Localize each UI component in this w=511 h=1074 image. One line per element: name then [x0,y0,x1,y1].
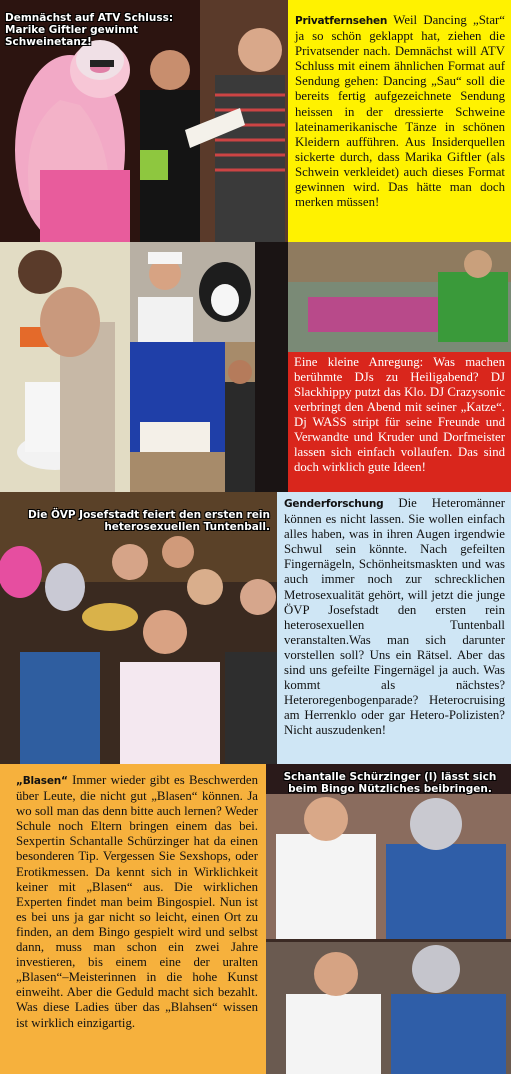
photo-dj-mascot [130,242,255,342]
toilet-illustration [0,242,130,492]
photo-dj-toilet [0,242,130,492]
article-body: Immer wieder gibt es Beschwerden über Leute, die nicht gut „Blasen“ können. Ja wo soll man das denn bitte auch lernen? Weder Schule noch Eltern bringen einem das bei. Sexpertin Schantalle Schürzinger hat da einen besonderen Tip. Vergessen Sie Sexshops, oder Erotikmessen. Da kennt sich in Wirklichkeit keiner mit „Blasen“ aus. Die wirklichen Experten findet man beim Bingospiel. Nun ist es bei uns ja gar nicht so leicht, einen Ort zu finden, an dem Bingo gespielt wird und selbst dann, muss man schon ein zwei Jahre investieren, bis einem eine der uralten „Blasen“–Meisterinnen in die hohe Kunst einweiht. Aber die Geduld macht sich bezahlt. Was diese Ladies über das „Blahsen“ wissen ist wirklich einzigartig. [16,773,258,1030]
bingo-illustration [266,764,511,1074]
article-body: Weil Dancing „Star“ ja so schön geklappt hat, ziehen die Privatsender nach. Demnächst will ATV Schluss mit einem ähnlichen Format auf Sendung gehen: Dancing „Sau“ soll die bereits fertig aufgezeichnete Sendung heissen in der dressierte Schweine lateinamerikanische Tänze in schönen Kleidern aufführen. Aus Insiderquellen sickerte durch, dass Marika Giftler (als Schwein verkleidet) auch dieses Format gewinnen wird. Das hätte man doch merken müssen! [295,13,505,210]
article-body: Eine kleine Anregung: Was machen berühmte DJs zu Heiligabend? DJ Slackhippy putzt das Klo. DJ Crazysonic verbringt den Abend mit seiner „Katze“. Dj WASS stript für seine Freunde und Verwandte und Kruder und Dorfmeister lassen sich einfach vollaufen. Das sind doch wirklich gute Ideen! [294,355,505,474]
article-blasen [0,764,266,1074]
couch-illustration [288,242,511,352]
photo-tuntenball [0,492,277,764]
photo-dj-strip [130,342,255,492]
photo-caption: Schantalle Schürzinger (l) lässt sich beim Bingo Nützliches beibringen. [283,771,497,795]
photo-dj-couch [288,242,511,352]
photo-bingo [266,764,511,1074]
article-body: Die Heteromänner können es nicht lassen. Sie wollen einfach alles haben, was in ihren Augen irgendwie Schwul sein könnte. Nach gefeilten Fingernägeln, Schönheitsmaskten und was auch immer noch zur schrecklichen Metrosexualität gehört, will jetzt die junge ÖVP Josefstadt den ersten rein heterosexuellen Tuntenball veranstalten.Was man sich darunter vorstellen soll? Uns ein Rätsel. Aber das sind uns gefeilte Fingernägel ja auch. Was kommt als nächstes? Heteroregenbogenparade? Heterocruising am Herrenklo oder gar Hetero-Polizisten? Nicht auszudenken! [284,496,505,738]
mascot-illustration [130,242,255,342]
photo-caption: Demnächst auf ATV Schluss: Marike Giftler gewinnt Schweinetanz! [5,12,174,48]
kicker: Privatfernsehen [295,15,388,27]
kicker: „Blasen“ [16,775,68,787]
photo-caption: Die ÖVP Josefstadt feiert den ersten rein heterosexuellen Tuntenball. [27,509,270,533]
kicker: Genderforschung [284,498,384,510]
strip-illustration [130,342,255,492]
photo-pig-costume-award [0,0,288,242]
article-privatfernsehen [288,0,511,242]
article-genderforschung [277,492,511,764]
article-dj-anregung [288,352,511,492]
